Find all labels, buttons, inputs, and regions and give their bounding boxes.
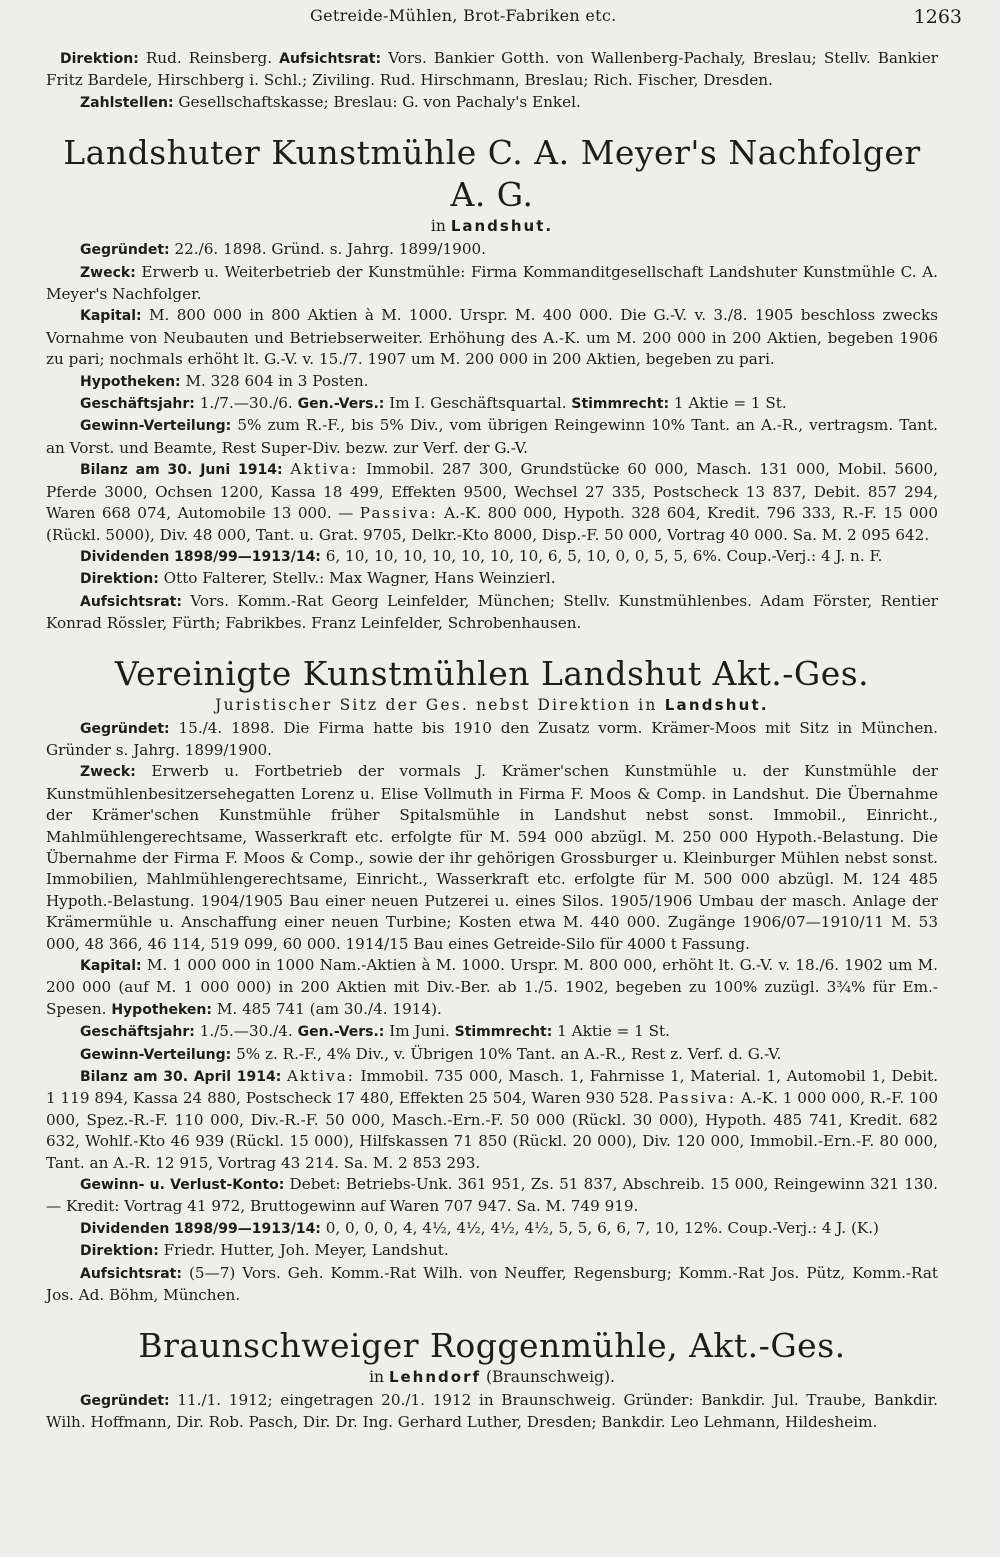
entry-gewinn-verlust-konto: Gewinn- u. Verlust-Konto: Debet: Betriebs-Unk. 361 951, Zs. 51 837, Abschreib. 15 000, Reingewinn 321 130. — Kredit: Vortrag 41 972, Bruttogewinn auf Waren 707 947. Sa. M. 749 919. bbox=[46, 1175, 939, 1216]
entry-title: Vereinigte Kunstmühlen Landshut Akt.-Ges. bbox=[114, 653, 870, 693]
prev-direktion: Direktion: Rud. Reinsberg. Aufsichtsrat: Vors. Bankier Gotth. von Wallenberg-Pachaly, Breslau; Stellv. Bankier Fritz Bardele, Hirschberg i. Schl.; Ziviling. Rud. Hirschmann, Breslau; Rich. Fischer, Dresden. bbox=[46, 49, 939, 90]
entry-aufsichtsrat: Aufsichtsrat: (5—7) Vors. Geh. Komm.-Rat Wilh. von Neuffer, Regensburg; Komm.-Rat Jos. Pütz, Komm.-Rat Jos. Ad. Böhm, München. bbox=[46, 1263, 939, 1305]
prev-zahlstellen: Zahlstellen: Gesellschaftskasse; Breslau: G. von Pachaly's Enkel. bbox=[80, 92, 581, 111]
page-number: 1263 bbox=[913, 6, 962, 28]
entry-geschaeftsjahr: Geschäftsjahr: 1./7.—30./6. Gen.-Vers.: Im I. Geschäftsquartal. Stimmrecht: 1 Aktie = 1 St. bbox=[80, 394, 787, 413]
entry-geschaeftsjahr: Geschäftsjahr: 1./5.—30./4. Gen.-Vers.: Im Juni. Stimmrecht: 1 Aktie = 1 St. bbox=[80, 1022, 670, 1041]
entry-kapital: Kapital: M. 1 000 000 in 1000 Nam.-Aktien à M. 1000. Urspr. M. 800 000, erhöht lt. G.-V. v. 18./6. 1902 um M. 200 000 (auf M. 1 000 000) in 200 Aktien mit Div.-Ber. ab 1./5. 1902, begeben zu 100% zuzügl. 3¾% für Em.-Spesen. Hypotheken: M. 485 741 (am 30./4. 1914). bbox=[46, 956, 939, 1018]
entry-hypotheken: Hypotheken: M. 328 604 in 3 Posten. bbox=[80, 371, 369, 390]
entry-gegruendet: Gegründet: 22./6. 1898. Gründ. s. Jahrg. 1899/1900. bbox=[80, 240, 486, 259]
entry-direktion: Direktion: Otto Falterer, Stellv.: Max Wagner, Hans Weinzierl. bbox=[80, 569, 556, 588]
entry-bilanz: Bilanz am 30. April 1914: Aktiva: Immobil. 735 000, Masch. 1, Fahrnisse 1, Material. 1, Automobil 1, Debit. 1 119 894, Kassa 24 880, Postscheck 17 480, Effekten 25 504, Waren 930 528. Passiva: A.-K. 1 000 000, R.-F. 100 000, Spez.-R.-F. 110 000, Div.-R.-F. 50 000, Masch.-Ern.-F. 50 000 (Rückl. 30 000), Hypoth. 485 741, Kredit. 682 632, Wohlf.-Kto 46 939 (Rückl. 15 000), Hilfskassen 71 850 (Rückl. 20 000), Div. 120 000, Immobil.-Ern.-F. 80 000, Tant. an A.-R. 12 915, Vortrag 43 214. Sa. M. 2 853 293. bbox=[46, 1067, 939, 1172]
entry-gewinn-verteilung: Gewinn-Verteilung: 5% z. R.-F., 4% Div., v. Übrigen 10% Tant. an A.-R., Rest z. Verf. d. G.-V. bbox=[80, 1044, 782, 1063]
entry-dividenden: Dividenden 1898/99—1913/14: 6, 10, 10, 10, 10, 10, 10, 10, 6, 5, 10, 0, 0, 5, 5, 6%. Coup.-Verj.: 4 J. n. F. bbox=[80, 546, 883, 565]
entry-title: Braunschweiger Roggenmühle, Akt.-Ges. bbox=[138, 1325, 846, 1365]
entry-location: in Landshut. bbox=[430, 217, 554, 236]
entry-bilanz: Bilanz am 30. Juni 1914: Aktiva: Immobil. 287 300, Grundstücke 60 000, Masch. 131 000, Mobil. 5600, Pferde 3000, Ochsen 1200, Kassa 18 499, Effekten 9500, Wechsel 27 335, Postscheck 13 837, Debit. 857 294, Waren 668 074, Automobile 13 000. — Passiva: A.-K. 800 000, Hypoth. 328 604, Kredit. 796 333, R.-F. 15 000 (Rückl. 5000), Div. 48 000, Tant. u. Grat. 9705, Delkr.-Kto 8000, Disp.-F. 50 000, Vortrag 40 000. Sa. M. 2 095 642. bbox=[46, 460, 939, 544]
entry-zweck: Zweck: Erwerb u. Fortbetrieb der vormals J. Krämer'schen Kunstmühle u. der Kunstmühle der Kunstmühlenbesitzersehegatten Lorenz u. Elise Vollmuth in Firma F. Moos & Comp. in Landshut. Die Übernahme der Krämer'schen Kunstmühle früher Spitalsmühle in Landshut nebst sonst. Immobil., Einricht., Mahlmühlengerechtsame, Wasserkraft etc. erfolgte für M. 594 000 abzügl. M. 250 000 Hypoth.-Belastung. Die Übernahme der Firma F. Moos & Comp., sowie der ihr gehörigen Grossburger u. Kleinburger Mühlen nebst sonst. Immobilien, Mahlmühlengerechtsame, Einricht., Wasserkraft etc. erfolgte für M. 500 000 abzügl. M. 124 485 Hypoth.-Belastung. 1904/1905 Bau einer neuen Putzerei u. eines Silos. 1905/1906 Umbau der masch. Anlage der Krämermühle u. Anschaffung einer neuen Turbine; Kosten etwa M. 440 000. Zugänge 1906/07—1910/11 M. 53 000, 48 366, 46 114, 519 099, 60 000. 1914/15 Bau eines Getreide-Silo für 4000 t Fassung. bbox=[46, 762, 939, 953]
entry-location: Juristischer Sitz der Ges. nebst Direktion in Landshut. bbox=[215, 695, 769, 714]
entry-title: Landshuter Kunstmühle C. A. Meyer's Nachfolger A. G. bbox=[63, 133, 921, 215]
running-head bbox=[0, 6, 1000, 32]
entry-zweck: Zweck: Erwerb u. Weiterbetrieb der Kunstmühle: Firma Kommanditgesellschaft Landshuter Kunstmühle C. A. Meyer's Nachfolger. bbox=[46, 262, 938, 304]
entry-aufsichtsrat: Aufsichtsrat: Vors. Komm.-Rat Georg Leinfelder, München; Stellv. Kunstmühlenbes. Adam Förster, Rentier Konrad Rössler, Fürth; Fabrikbes. Franz Leinfelder, Schrobenhausen. bbox=[46, 591, 939, 633]
entry-dividenden: Dividenden 1898/99—1913/14: 0, 0, 0, 0, 4, 4½, 4½, 4½, 4½, 5, 5, 6, 6, 7, 10, 12%. Coup.-Verj.: 4 J. (K.) bbox=[80, 1218, 879, 1237]
entry-location: in Lehndorf (Braunschweig). bbox=[369, 1367, 615, 1386]
entry-gegruendet: Gegründet: 15./4. 1898. Die Firma hatte bis 1910 den Zusatz vorm. Krämer-Moos mit Sitz in München. Gründer s. Jahrg. 1899/1900. bbox=[46, 718, 939, 759]
entry-kapital: Kapital: M. 800 000 in 800 Aktien à M. 1000. Urspr. M. 400 000. Die G.-V. v. 3./8. 1905 beschloss zwecks Vornahme von Neubauten und Betriebserweiter. Erhöhung des A.-K. um M. 200 000 in 200 Aktien, begeben 1906 zu pari; nochmals erhöht lt. G.-V. v. 15./7. 1907 um M. 200 000 in 200 Aktien, begeben zu pari. bbox=[46, 306, 938, 369]
entry-gewinn-verteilung: Gewinn-Verteilung: 5% zum R.-F., bis 5% Div., vom übrigen Reingewinn 10% Tant. an A.-R., vertragsm. Tant. an Vorst. und Beamte, Rest Super-Div. bezw. zur Verf. der G.-V. bbox=[46, 416, 939, 457]
page-body bbox=[46, 48, 938, 1433]
entry-gegruendet: Gegründet: 11./1. 1912; eingetragen 20./1. 1912 in Braunschweig. Gründer: Bankdir. Jul. Traube, Bankdir. Wilh. Hoffmann, Dir. Rob. Pasch, Dir. Dr. Ing. Gerhard Luther, Dresden; Bankdir. Leo Lehmann, Hildesheim. bbox=[46, 1390, 938, 1431]
entry-direktion: Direktion: Friedr. Hutter, Joh. Meyer, Landshut. bbox=[80, 1241, 449, 1260]
running-title: Getreide-Mühlen, Brot-Fabriken etc. bbox=[310, 6, 617, 25]
